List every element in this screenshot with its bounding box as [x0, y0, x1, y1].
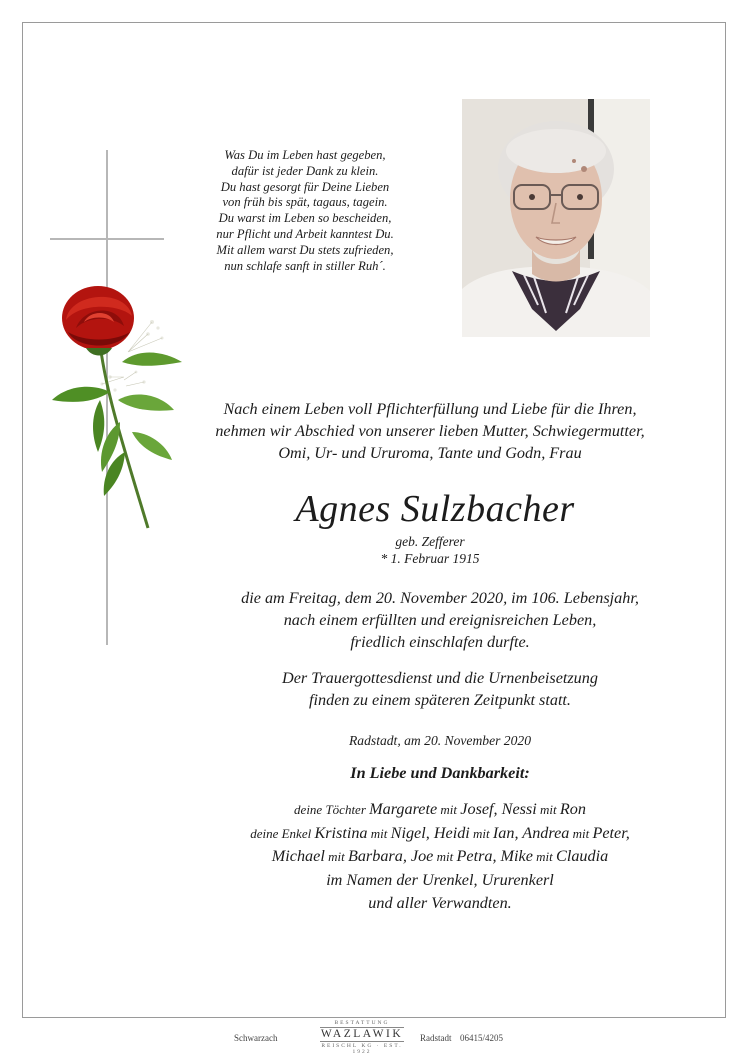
portrait-image [462, 99, 650, 337]
mourners-line [150, 798, 730, 822]
mourners-text: deine Töchter [294, 802, 370, 817]
maiden-name: geb. Zefferer [395, 534, 465, 549]
death-line: die am Freitag, dem 20. November 2020, im 106. Lebensjahr, [241, 589, 639, 607]
portrait-photo [462, 99, 650, 337]
mourners-text: mit [367, 825, 391, 841]
mourners-text: mit [532, 849, 557, 864]
poem-line: dafür ist jeder Dank zu klein. [231, 163, 379, 178]
memorial-poem [178, 148, 432, 274]
footer-phone: 06415/4205 [460, 1033, 504, 1043]
service-line: Der Trauergottesdienst und die Urnenbeisetzung [282, 669, 598, 687]
poem-line: Du hast gesorgt für Deine Lieben [220, 179, 390, 194]
birth-info [180, 533, 680, 567]
mourners-text: deine Enkel [250, 825, 315, 841]
funeral-home-logo [312, 1020, 412, 1058]
mourner-name: Barbara, Joe [347, 847, 434, 865]
intro-line: Omi, Ur- und Ururoma, Tante und Godn, Frau [278, 444, 582, 462]
mourner-name: Nigel, Heidi [390, 823, 470, 842]
birth-date: * 1. Februar 1915 [380, 551, 480, 566]
poem-line: nur Pflicht und Arbeit kanntest Du. [216, 226, 394, 241]
mourners-text: mit [569, 825, 593, 841]
mourners-list [150, 798, 730, 916]
mourner-name: Claudia [556, 847, 609, 865]
mourners-line: und aller Verwandten. [368, 894, 512, 912]
cross-horizontal-bar [50, 238, 164, 240]
deceased-name: Agnes Sulzbacher [295, 488, 575, 530]
mourners-line [150, 845, 730, 869]
closing-phrase: In Liebe und Dankbarkeit: [350, 764, 530, 782]
place-date: Radstadt, am 20. November 2020 [349, 733, 531, 748]
mourner-name: Ron [559, 800, 586, 818]
mourner-name: Michael [271, 847, 325, 865]
mourners-text: mit [469, 825, 493, 841]
service-notice [150, 667, 730, 711]
mourners-text: mit [433, 849, 457, 864]
mourners-text: mit [437, 802, 461, 817]
poem-line: von früh bis spät, tagaus, tagein. [222, 195, 388, 210]
logo-top-text: BESTATTUNG [334, 1020, 390, 1026]
logo-bottom-text: REISCHL KG · EST. 1922 [321, 1043, 403, 1055]
intro-line: Nach einem Leben voll Pflichterfüllung und Liebe für die Ihren, [223, 400, 637, 418]
footer-location-right: Radstadt [420, 1033, 452, 1043]
footer [0, 1018, 750, 1060]
mourners-text: mit [536, 802, 560, 817]
mourner-name: Josef, Nessi [460, 800, 537, 818]
intro-text [150, 398, 710, 464]
mourners-line [150, 822, 730, 846]
death-line: nach einem erfüllten und ereignisreichen Leben, [283, 611, 597, 629]
footer-location-left: Schwarzach [234, 1033, 278, 1043]
mourner-name: Petra, Mike [456, 847, 533, 865]
death-notice [150, 587, 730, 653]
mourner-name: Margarete [369, 800, 438, 818]
mourner-name: Peter, [592, 823, 630, 842]
mourner-name: Ian, Andrea [492, 823, 570, 842]
service-line: finden zu einem späteren Zeitpunkt statt. [309, 691, 571, 709]
intro-line: nehmen wir Abschied von unserer lieben Mutter, Schwiegermutter, [215, 422, 645, 440]
mourner-name: Kristina [314, 823, 368, 842]
poem-line: nun schlafe sanft in stiller Ruh´. [224, 258, 386, 273]
death-line: friedlich einschlafen durfte. [350, 633, 530, 651]
poem-line: Du warst im Leben so bescheiden, [218, 211, 392, 226]
mourners-line: im Namen der Urenkel, Ururenkerl [326, 870, 554, 889]
poem-line: Mit allem warst Du stets zufrieden, [216, 242, 394, 257]
logo-brand-text: WAZLAWIK [320, 1028, 404, 1040]
mourners-text: mit [324, 849, 348, 864]
poem-line: Was Du im Leben hast gegeben, [224, 148, 386, 162]
